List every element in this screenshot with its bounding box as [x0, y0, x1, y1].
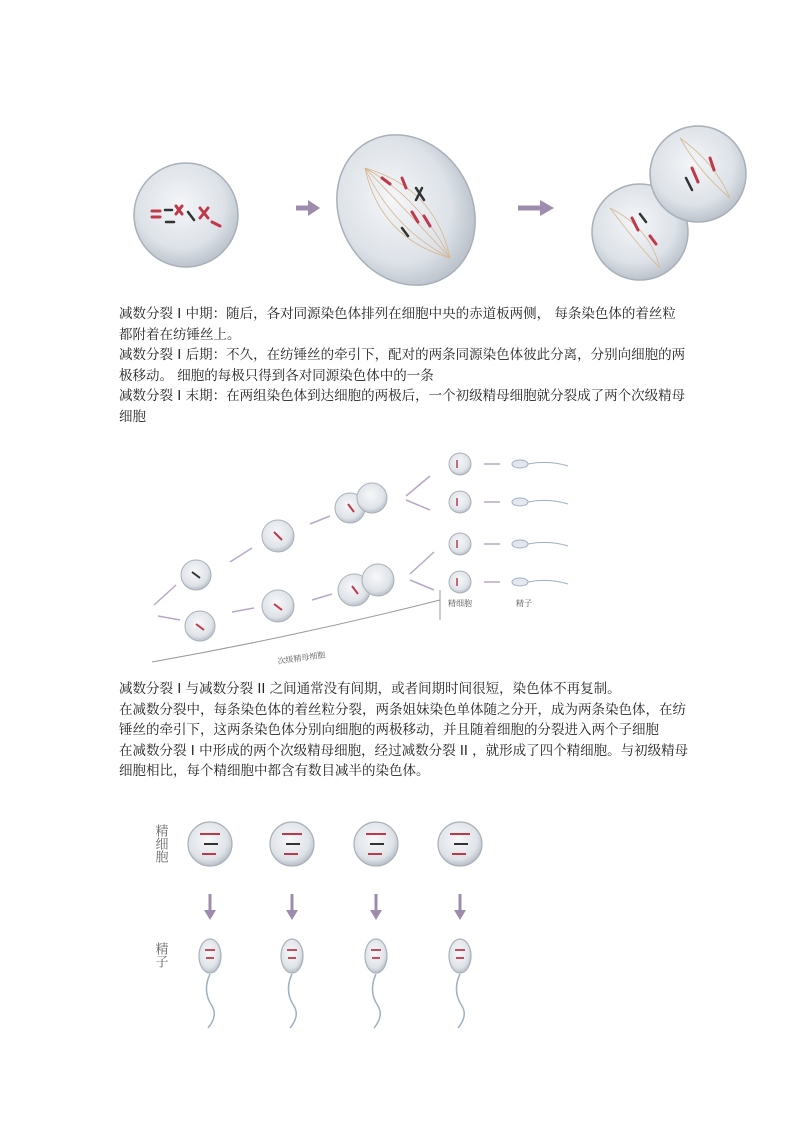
down-arrow-icon — [286, 894, 298, 920]
sperm-cell — [365, 939, 387, 1028]
meiosis-ii-description — [119, 679, 689, 782]
sperm-cell — [199, 939, 221, 1028]
down-arrow-icon — [454, 894, 466, 920]
spermatid-cell — [354, 822, 398, 866]
spermatid-side-label: 精细胞 — [152, 824, 168, 863]
meiosis-i-description — [119, 304, 689, 427]
spermatid-formation-text: 在减数分裂 I 中形成的两个次级精母细胞，经过减数分裂 II ，就形成了四个精细胞。与初级精母细胞相比，每个精细胞中都含有数目减半的染色体。 — [119, 742, 689, 779]
metaphase-cell — [134, 163, 238, 267]
dividing-cell — [338, 564, 394, 606]
spermatid-cells — [188, 822, 482, 866]
down-arrow-icon — [370, 894, 382, 920]
secondary-spermatocyte-label: 次级精母细胞 — [277, 650, 326, 666]
meiosis-ii-overview-figure — [148, 440, 588, 672]
sperm-cells — [199, 939, 471, 1028]
down-arrow-icon — [204, 894, 216, 920]
secondary-spermatocyte-cell — [181, 560, 211, 590]
metaphase-ii-cell — [262, 590, 294, 622]
dividing-cell — [335, 483, 387, 523]
secondary-spermatocyte-cell — [185, 611, 215, 641]
spermatid-label: 精细胞 — [448, 599, 472, 608]
arrow-icon — [518, 200, 554, 216]
metaphase-i-text: 减数分裂 I 中期：随后，各对同源染色体排列在细胞中央的赤道板两侧， 每条染色体的着丝粒都附着在纺锤丝上。 — [119, 306, 676, 343]
sperm-side-label: 精子 — [152, 942, 168, 968]
spermatid-row — [449, 453, 471, 593]
arrow-icon — [296, 200, 320, 216]
metaphase-ii-cell — [262, 520, 294, 552]
telophase-cell — [592, 126, 746, 280]
spermatid-cell — [438, 822, 482, 866]
anaphase-cell — [310, 118, 502, 303]
meiosis-ii-process-text: 在减数分裂中，每条染色体的着丝粒分裂，两条姐妹染色单体随之分开，成为两条染色体，在纺锤丝的牵引下，这两条染色体分别向细胞的两极移动，并且随着细胞的分裂进入两个子细胞 — [119, 701, 686, 738]
sperm-label: 精子 — [516, 599, 532, 608]
spermatid-cell — [188, 822, 232, 866]
sperm-cell — [281, 939, 303, 1028]
sperm-row — [512, 460, 568, 586]
telophase-i-text: 减数分裂 I 末期：在两组染色体到达细胞的两极后，一个初级精母细胞就分裂成了两个次级精母细胞 — [119, 388, 686, 425]
sperm-cell — [449, 939, 471, 1028]
interphase-text: 减数分裂 I 与减数分裂 II 之间通常没有间期，或者间期时间很短，染色体不再复制。 — [119, 681, 621, 697]
meiosis-i-figure — [120, 118, 750, 303]
down-arrows — [204, 894, 466, 920]
spermatid-cell — [270, 822, 314, 866]
anaphase-i-text: 减数分裂 I 后期：不久，在纺锤丝的牵引下，配对的两条同源染色体彼此分离，分别向细胞的两极移动。 细胞的每极只得到各对同源染色体中的一条 — [119, 347, 686, 384]
spermatid-to-sperm-figure — [148, 816, 508, 1031]
